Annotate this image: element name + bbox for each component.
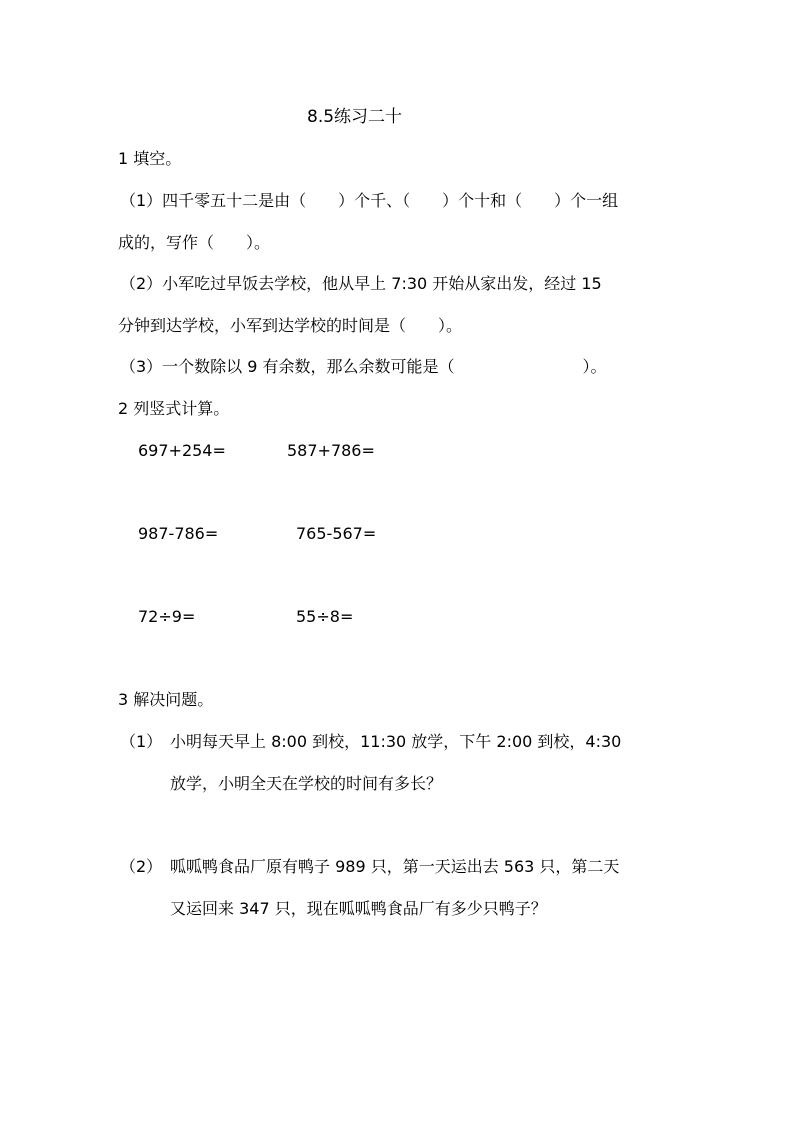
question-3-1-line1: 小明每天早上 8:00 到校，11:30 放学，下午 2:00 到校，4:30 — [170, 732, 622, 751]
calc-problem-3: 987-786= — [138, 524, 219, 543]
question-1-3-line1: （3）一个数除以 9 有余数，那么余数可能是（ ）。 — [120, 357, 607, 376]
section2-heading: 2 列竖式计算。 — [118, 399, 230, 418]
question-3-1-line2: 放学，小明全天在学校的时间有多长？ — [170, 774, 443, 793]
section3-heading: 3 解决问题。 — [118, 690, 214, 709]
question-3-2-line2: 又运回来 347 只，现在呱呱鸭食品厂有多少只鸭子？ — [170, 899, 547, 918]
calc-problem-2: 587+786= — [287, 441, 375, 460]
question-3-1-label: （1） — [120, 732, 163, 751]
question-1-2-line1: （2）小军吃过早饭去学校，他从早上 7:30 开始从家出发，经过 15 — [120, 274, 602, 293]
question-1-1-line1: （1）四千零五十二是由（ ）个千、（ ）个十和（ ）个一组 — [120, 191, 619, 210]
page-title: 8.5练习二十 — [307, 107, 403, 127]
calc-problem-6: 55÷8= — [296, 607, 354, 626]
calc-problem-5: 72÷9= — [138, 607, 196, 626]
question-1-1-line2: 成的，写作（ ）。 — [118, 233, 271, 252]
question-3-2-label: （2） — [120, 857, 163, 876]
question-1-2-line2: 分钟到达学校，小军到达学校的时间是（ ）。 — [118, 316, 463, 335]
calc-problem-1: 697+254= — [138, 441, 226, 460]
question-3-2-line1: 呱呱鸭食品厂原有鸭子 989 只，第一天运出去 563 只，第二天 — [170, 857, 620, 876]
section1-heading: 1 填空。 — [118, 149, 182, 168]
calc-problem-4: 765-567= — [296, 524, 377, 543]
